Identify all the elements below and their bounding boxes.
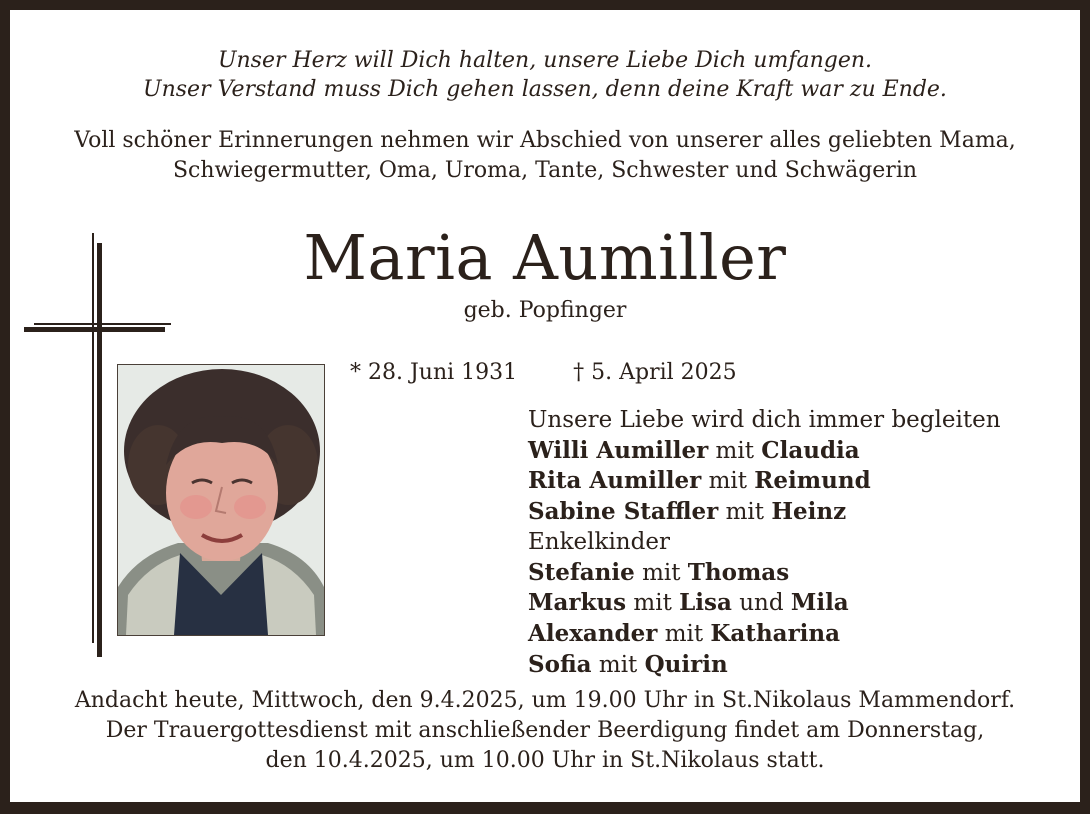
conjunction: mit: [708, 437, 762, 464]
mourner-name: Alexander: [528, 619, 658, 647]
memorial-quote: [10, 46, 1080, 104]
quote-line: Unser Verstand muss Dich gehen lassen, denn deine Kraft war zu Ende.: [143, 77, 947, 102]
list-item: [528, 619, 1001, 650]
partner-name: Thomas: [687, 558, 790, 586]
list-item: [528, 650, 1001, 681]
grandchildren-label: Enkelkinder: [528, 528, 670, 555]
life-dates: [350, 358, 737, 388]
list-item: [528, 466, 1001, 497]
list-item: [528, 497, 1001, 528]
partner-name: Reimund: [754, 467, 871, 495]
birth-date: * 28. Juni 1931: [350, 360, 518, 385]
intro-text: [10, 126, 1080, 186]
intro-line: Voll schöner Erinnerungen nehmen wir Abschied von unserer alles geliebten Mama,: [74, 128, 1016, 153]
partner-name: Mila: [790, 589, 849, 617]
conjunction: mit: [657, 620, 711, 647]
partner-name: Claudia: [761, 436, 860, 464]
deceased-name: Maria Aumiller: [303, 221, 787, 294]
mourners-list: [528, 406, 1001, 680]
mourner-name: Markus: [528, 589, 627, 617]
conjunction: mit: [591, 651, 645, 678]
mourner-name: Willi Aumiller: [528, 436, 709, 464]
partner-name: Katharina: [710, 619, 841, 647]
footer-line: Der Trauergottesdienst mit anschließender Beerdigung findet am Donnerstag,: [105, 718, 985, 743]
death-date: † 5. April 2025: [573, 360, 737, 385]
conjunction: mit: [718, 499, 772, 526]
conjunction: mit: [626, 590, 680, 617]
mourner-name: Stefanie: [528, 558, 635, 586]
partner-name: Lisa: [679, 589, 732, 617]
conjunction: und: [731, 590, 791, 617]
list-item: [528, 436, 1001, 467]
mourner-name: Sabine Staffler: [528, 498, 719, 526]
partner-name: Quirin: [644, 650, 728, 678]
mourner-name: Rita Aumiller: [528, 467, 702, 495]
footer-line: den 10.4.2025, um 10.00 Uhr in St.Nikolaus statt.: [265, 748, 825, 773]
list-item: [528, 588, 1001, 619]
footer-line: Andacht heute, Mittwoch, den 9.4.2025, um 19.00 Uhr in St.Nikolaus Mammendorf.: [74, 688, 1016, 713]
conjunction: mit: [701, 468, 755, 495]
portrait-photo: [117, 364, 325, 636]
conjunction: mit: [634, 559, 688, 586]
service-details: [10, 686, 1080, 776]
intro-line: Schwiegermutter, Oma, Uroma, Tante, Schwester und Schwägerin: [172, 158, 918, 183]
obituary-card: [10, 10, 1080, 802]
quote-line: Unser Herz will Dich halten, unsere Liebe Dich umfangen.: [217, 48, 873, 73]
mourner-name: Sofia: [528, 650, 592, 678]
partner-name: Heinz: [771, 498, 847, 526]
list-item: [528, 558, 1001, 589]
mourners-intro: Unsere Liebe wird dich immer begleiten: [528, 407, 1001, 433]
maiden-name: geb. Popfinger: [463, 298, 627, 323]
